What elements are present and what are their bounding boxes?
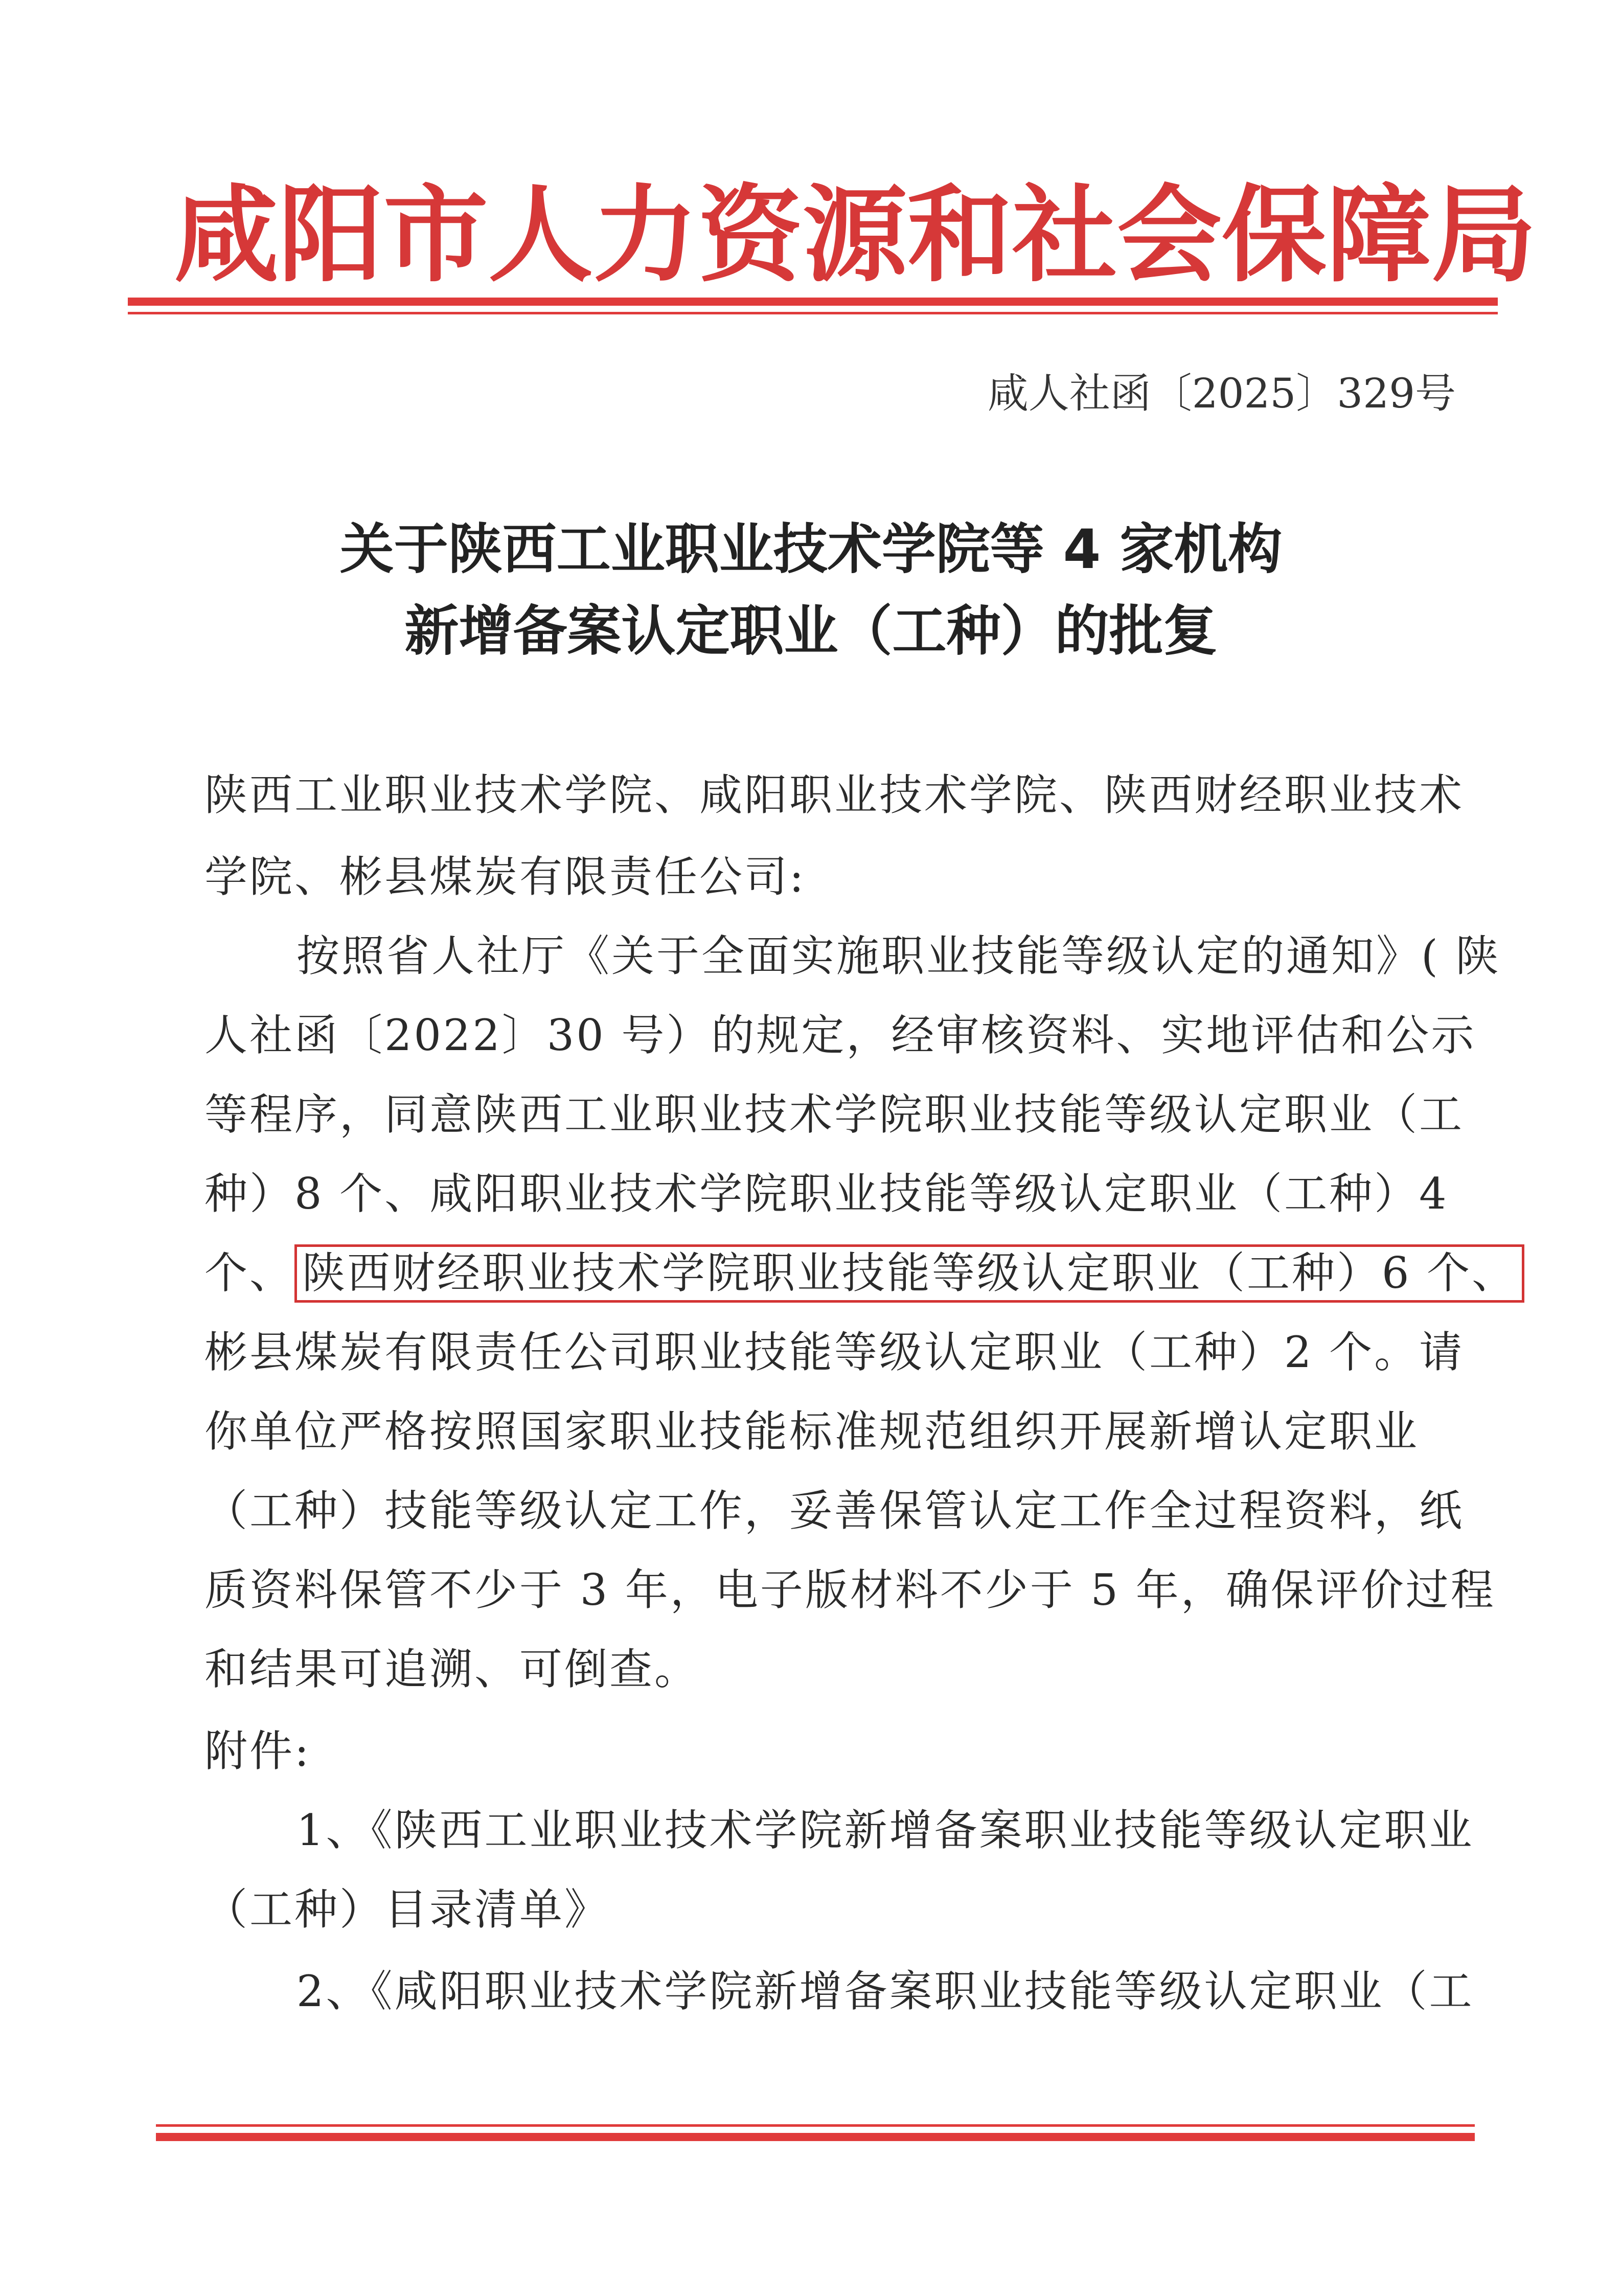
body-line-8: （工种）技能等级认定工作，妥善保管认定工作全过程资料，纸	[204, 1486, 1465, 1536]
highlighted-clause: 陕西财经职业技术学院职业技能等级认定职业（工种）6 个、	[294, 1244, 1524, 1303]
attachments-label: 附件:	[204, 1726, 311, 1776]
addressee-line-2: 学院、彬县煤炭有限责任公司:	[204, 852, 806, 902]
body-line-9: 质资料保管不少于 3 年，电子版材料不少于 5 年，确保评价过程	[204, 1565, 1496, 1615]
document-title-line-1: 关于陕西工业职业技术学院等 4 家机构	[339, 518, 1283, 581]
body-line-5	[204, 1245, 1517, 1301]
attachment-1-line-2: （工种）目录清单》	[204, 1884, 610, 1935]
body-line-7: 你单位严格按照国家职业技能标准规范组织开展新增认定职业	[204, 1406, 1420, 1457]
document-title-line-2: 新增备案认定职业（工种）的批复	[404, 600, 1218, 663]
attachment-2-line-1: 2、《咸阳职业技术学院新增备案职业技能等级认定职业（工	[296, 1966, 1474, 2016]
body-line-1: 按照省人社厅《关于全面实施职业技能等级认定的通知》( 陕	[296, 931, 1501, 981]
body-line-2: 人社函〔2022〕30 号）的规定，经审核资料、实地评估和公示	[204, 1010, 1476, 1060]
footer-rule-thin	[156, 2124, 1475, 2127]
body-line-4: 种）8 个、咸阳职业技术学院职业技能等级认定职业（工种）4	[204, 1169, 1449, 1219]
letterhead: 咸阳市人力资源和社会保障局	[174, 174, 1536, 297]
letterhead-rule-thick	[128, 298, 1498, 306]
addressee-line-1: 陕西工业职业技术学院、咸阳职业技术学院、陕西财经职业技术	[204, 770, 1465, 820]
attachment-1-line-1: 1、《陕西工业职业技术学院新增备案职业技能等级认定职业	[296, 1805, 1474, 1855]
letterhead-rule-thin	[128, 312, 1498, 314]
footer-rule-thick	[156, 2133, 1475, 2141]
document-number: 咸人社函〔2025〕329号	[987, 370, 1456, 417]
body-line-5-prefix: 个、	[204, 1248, 295, 1298]
body-line-6: 彬县煤炭有限责任公司职业技能等级认定职业（工种）2 个。请	[204, 1327, 1465, 1377]
body-line-3: 等程序，同意陕西工业职业技术学院职业技能等级认定职业（工	[204, 1089, 1465, 1140]
body-line-10: 和结果可追溯、可倒查。	[204, 1644, 700, 1694]
